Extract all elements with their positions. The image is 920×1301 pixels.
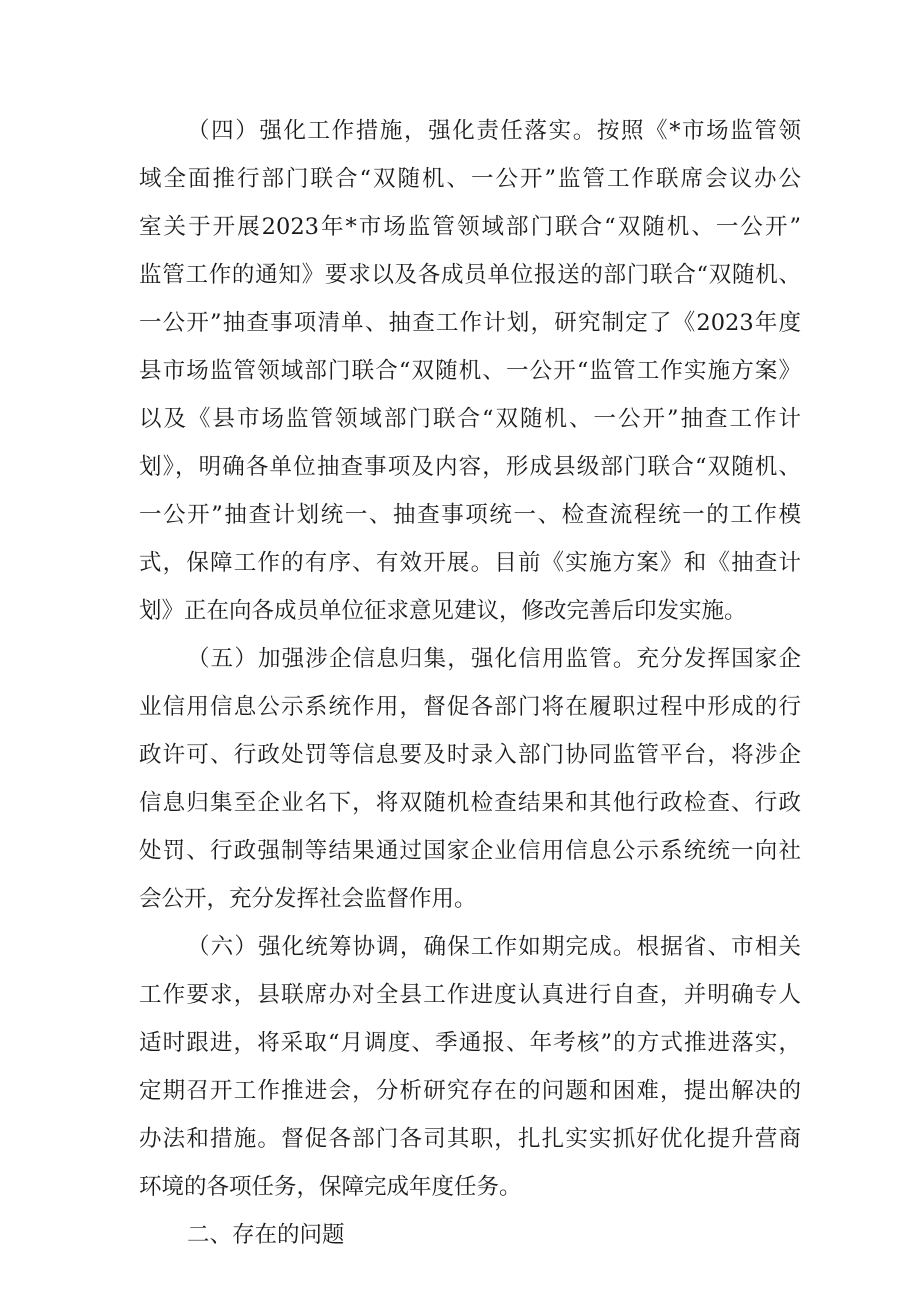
text-line: （四）强化工作措施，强化责任落实。按照《*市场监管领 xyxy=(187,118,801,144)
text-line: 定期召开工作推进会，分析研究存在的问题和困难，提出解决的 xyxy=(139,1078,801,1104)
text-line: 一公开”抽查事项清单、抽查工作计划，研究制定了《2023年度 xyxy=(139,310,801,336)
text-line: 适时跟进，将采取“月调度、季通报、年考核”的方式推进落实， xyxy=(139,1030,801,1056)
text-line: 处罚、行政强制等结果通过国家企业信用信息公示系统统一向社 xyxy=(139,838,801,864)
text-line: 工作要求，县联席办对全县工作进度认真进行自查，并明确专人 xyxy=(139,982,801,1008)
text-line: 域全面推行部门联合“双随机、一公开”监管工作联席会议办公 xyxy=(139,166,801,192)
text-line: 一公开”抽查计划统一、抽查事项统一、检查流程统一的工作模 xyxy=(139,502,801,528)
text-line: 式，保障工作的有序、有效开展。目前《实施方案》和《抽查计 xyxy=(139,550,801,576)
text-line: 室关于开展2023年*市场监管领域部门联合“双随机、一公开” xyxy=(139,214,801,240)
text-line: 县市场监管领域部门联合“双随机、一公开“监管工作实施方案》 xyxy=(139,358,801,384)
text-line: 业信用信息公示系统作用，督促各部门将在履职过程中形成的行 xyxy=(139,694,801,720)
text-line: 政许可、行政处罚等信息要及时录入部门协同监管平台，将涉企 xyxy=(139,742,801,768)
text-line: 办法和措施。督促各部门各司其职，扎扎实实抓好优化提升营商 xyxy=(139,1126,801,1152)
text-line: 会公开，充分发挥社会监督作用。 xyxy=(139,886,477,912)
text-line: 以及《县市场监管领域部门联合“双随机、一公开”抽查工作计 xyxy=(139,406,801,432)
section-heading: 二、存在的问题 xyxy=(187,1222,345,1248)
text-line: 划》正在向各成员单位征求意见建议，修改完善后印发实施。 xyxy=(139,598,747,624)
text-line: 信息归集至企业名下，将双随机检查结果和其他行政检查、行政 xyxy=(139,790,801,816)
text-line: 环境的各项任务，保障完成年度任务。 xyxy=(139,1174,522,1200)
text-line: 监管工作的通知》要求以及各成员单位报送的部门联合“双随机、 xyxy=(139,262,801,288)
text-line: 划》，明确各单位抽查事项及内容，形成县级部门联合“双随机、 xyxy=(139,454,801,480)
text-line: （五）加强涉企信息归集，强化信用监管。充分发挥国家企 xyxy=(187,646,801,672)
text-line: （六）强化统筹协调，确保工作如期完成。根据省、市相关 xyxy=(187,934,801,960)
